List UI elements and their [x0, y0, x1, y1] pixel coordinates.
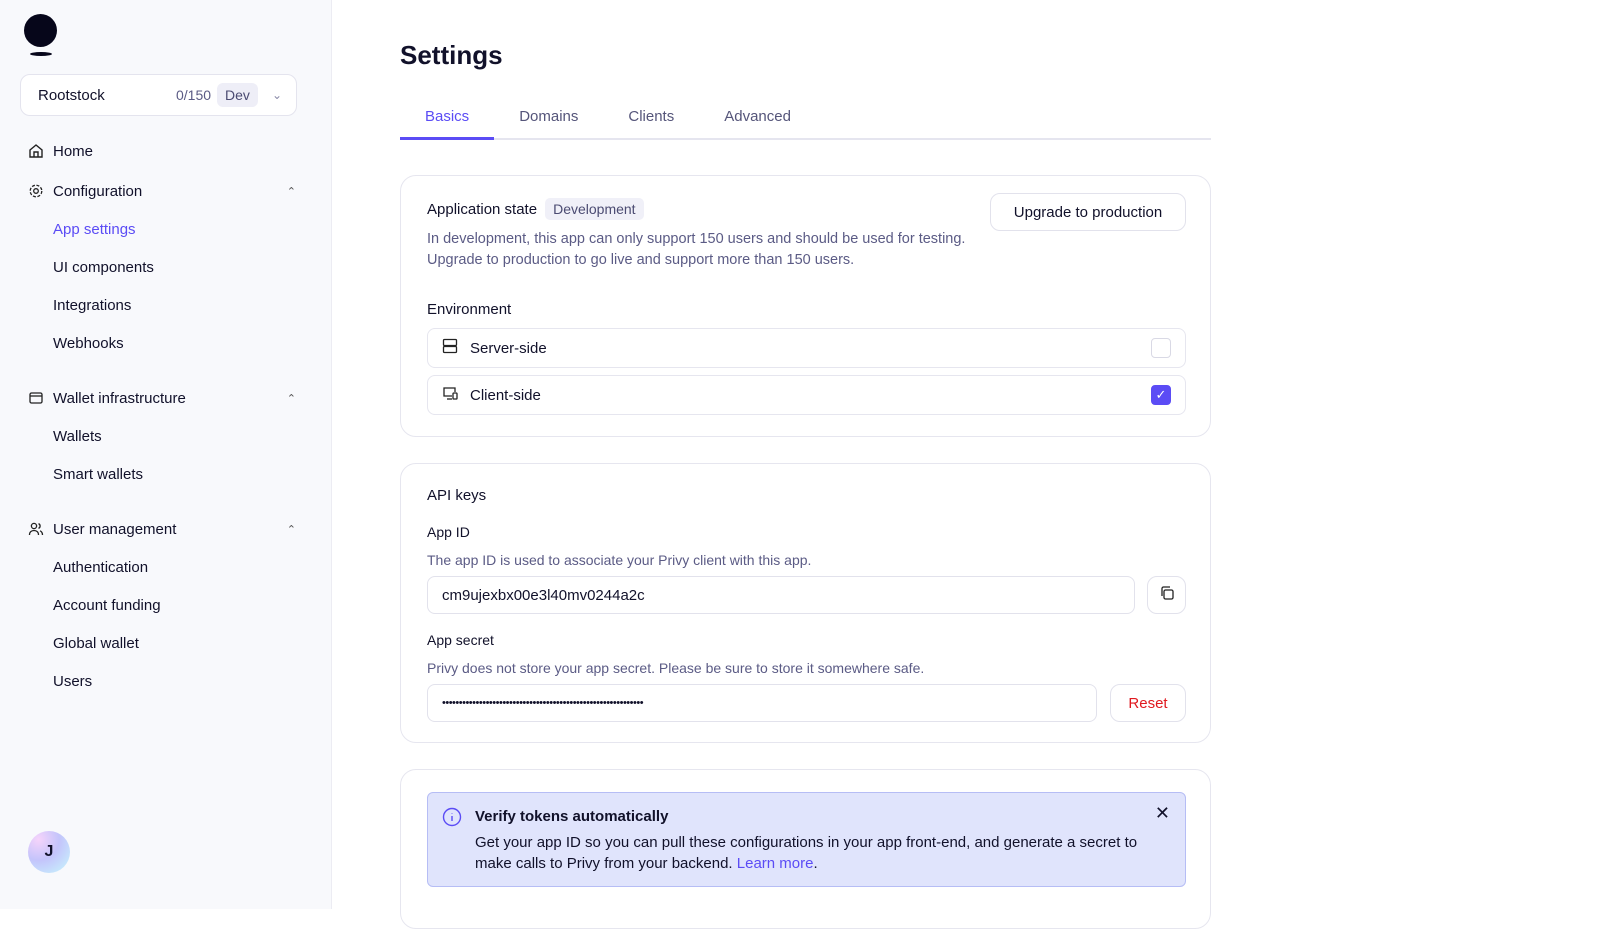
sidebar-group-user-management[interactable]	[0, 510, 332, 548]
server-icon	[442, 338, 458, 358]
users-icon	[28, 521, 44, 537]
home-icon	[28, 143, 44, 159]
env-label: Client-side	[470, 386, 541, 404]
env-label: Server-side	[470, 339, 547, 357]
sidebar-item-label: Wallet infrastructure	[53, 389, 186, 407]
logo[interactable]	[24, 14, 58, 58]
app-id-field[interactable]: cm9ujexbx00e3l40mv0244a2c	[427, 576, 1135, 614]
notice-title: Verify tokens automatically	[475, 808, 669, 825]
sidebar-item-webhooks[interactable]: Webhooks	[53, 334, 124, 352]
api-keys-title: API keys	[427, 487, 487, 504]
sidebar-item-label: User management	[53, 520, 177, 538]
app-state-description: In development, this app can only support 150 users and should be used for testing. Upgrade to production to go live and support more than 150 users.	[427, 231, 966, 268]
sidebar-item-account-funding[interactable]: Account funding	[53, 596, 161, 614]
environment-label: Environment	[427, 301, 512, 318]
app-secret-help: Privy does not store your app secret. Please be sure to store it somewhere safe.	[427, 660, 925, 676]
notice-trail: .	[813, 855, 818, 872]
page-title: Settings	[400, 40, 503, 70]
notice-body: Get your app ID so you can pull these configurations in your app front-end, and generate a secret to make calls to Privy from your backend.	[475, 834, 1138, 872]
verify-tokens-notice	[427, 792, 1186, 887]
info-icon	[442, 807, 462, 832]
chevron-down-icon: ⌄	[271, 88, 282, 102]
avatar[interactable]: J	[28, 831, 70, 873]
sidebar-item-users[interactable]: Users	[53, 672, 93, 690]
chevron-up-icon: ⌃	[286, 523, 296, 536]
app-id-help: The app ID is used to associate your Privy client with this app.	[427, 552, 812, 568]
app-secret-label: App secret	[427, 632, 494, 648]
close-icon[interactable]: ✕	[1154, 803, 1170, 823]
sidebar-group-configuration[interactable]	[0, 172, 332, 210]
env-badge: Dev	[217, 83, 258, 107]
sidebar-item-home[interactable]	[0, 132, 332, 170]
app-state-card	[400, 175, 1211, 437]
sidebar-item-authentication[interactable]: Authentication	[53, 558, 149, 576]
gear-icon	[28, 183, 44, 199]
sidebar-item-smart-wallets[interactable]: Smart wallets	[53, 465, 144, 483]
env-client-side[interactable]	[427, 375, 1186, 415]
tab-clients[interactable]: Clients	[628, 108, 675, 125]
sidebar-nav	[0, 132, 332, 700]
tab-bar	[400, 100, 1211, 140]
copy-icon	[1159, 585, 1175, 605]
reset-secret-button[interactable]: Reset	[1110, 684, 1186, 722]
app-state-badge: Development	[545, 198, 644, 220]
chevron-up-icon: ⌃	[286, 392, 296, 405]
sidebar-item-integrations[interactable]: Integrations	[53, 296, 132, 314]
sidebar-item-global-wallet[interactable]: Global wallet	[53, 634, 139, 652]
sidebar-item-label: Home	[53, 142, 94, 160]
app-selector[interactable]	[20, 74, 297, 116]
app-name: Rootstock	[38, 86, 105, 104]
app-secret-field[interactable]: ••••••••••••••••••••••••••••••••••••••••••••••••••••••••••••	[427, 684, 1097, 722]
sidebar-item-wallets[interactable]: Wallets	[53, 427, 102, 445]
app-id-label: App ID	[427, 524, 470, 540]
user-count: 0/150	[175, 87, 212, 103]
sidebar-group-wallet-infrastructure[interactable]	[0, 379, 332, 417]
tab-basics[interactable]: Basics	[400, 100, 494, 140]
wallet-icon	[28, 390, 44, 406]
upgrade-to-production-button[interactable]: Upgrade to production	[990, 193, 1186, 231]
sidebar-item-app-settings[interactable]: App settings	[53, 220, 136, 238]
sidebar-item-label: Configuration	[53, 182, 143, 200]
client-side-checkbox[interactable]: ✓	[1151, 385, 1171, 405]
sidebar	[0, 0, 332, 909]
app-state-label: Application state	[427, 200, 538, 218]
tab-domains[interactable]: Domains	[519, 108, 579, 125]
learn-more-link[interactable]: Learn more	[736, 855, 814, 872]
sidebar-item-ui-components[interactable]: UI components	[53, 258, 154, 276]
env-server-side[interactable]	[427, 328, 1186, 368]
server-side-checkbox[interactable]	[1151, 338, 1171, 358]
copy-app-id-button[interactable]	[1147, 576, 1186, 614]
devices-icon	[442, 385, 458, 405]
notice-card	[400, 769, 1211, 929]
tab-advanced[interactable]: Advanced	[724, 108, 791, 125]
chevron-up-icon: ⌃	[286, 185, 296, 198]
api-keys-card	[400, 463, 1211, 743]
